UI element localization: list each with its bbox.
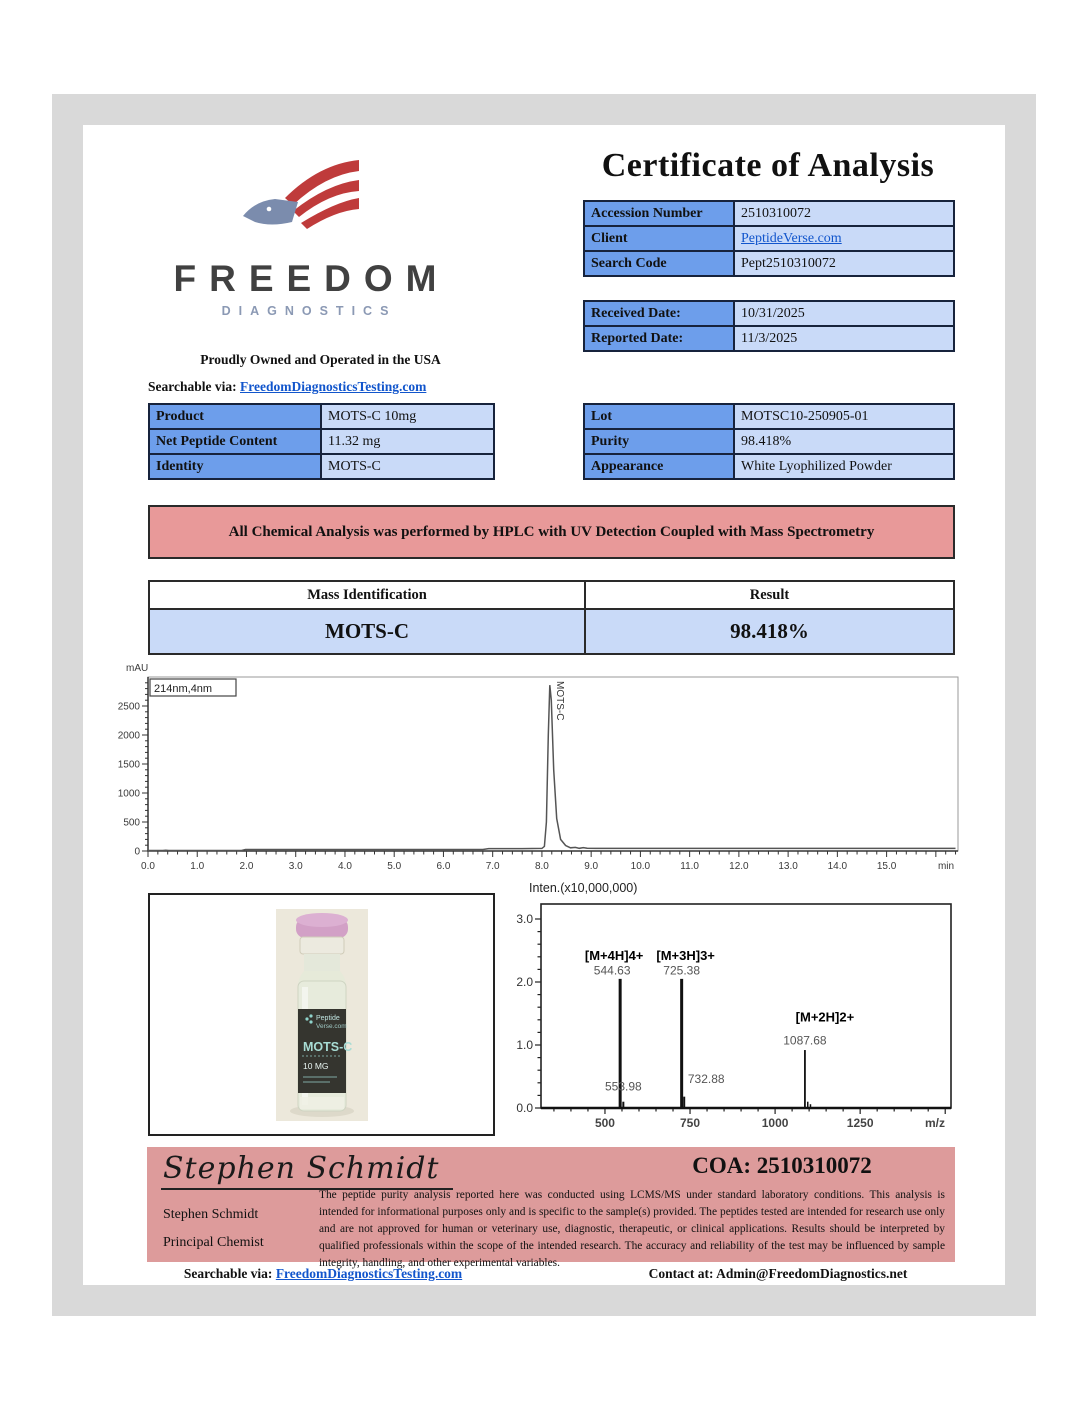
chemist-title: Principal Chemist <box>163 1235 264 1250</box>
row-label: Identity <box>149 454 321 479</box>
vial-photo <box>276 909 368 1121</box>
row-value: 2510310072 <box>734 201 954 226</box>
searchable-line <box>148 379 426 395</box>
table-row <box>149 581 954 609</box>
row-value: Pept2510310072 <box>734 251 954 276</box>
x-axis-unit: min <box>937 861 955 872</box>
peak-mz-label: 553.98 <box>604 1079 642 1094</box>
y-tick-label: 500 <box>123 817 140 829</box>
table-row <box>584 429 954 454</box>
row-value: 11.32 mg <box>321 429 494 454</box>
disclaimer-text: The peptide purity analysis reported here was conducted using LCMS/MS under standard laboratory conditions. This analysis is intended for informational purposes only and is specific to the sample(s) provided. The peptides tested are intended for research use only and are not approved for human or veterinary use, diagnostic, therapeutic, or clinical applications. Results should be interpreted by qualified professionals within the scope of the intended research. The accuracy and reliability of the test may be influenced by sample integrity, handling, and other experimental variables. <box>319 1189 945 1270</box>
signature-script: Stephen Schmidt <box>161 1151 453 1190</box>
x-tick-label: 1.0 <box>190 861 205 872</box>
y-tick-label: 2000 <box>117 730 140 742</box>
searchable-label: Searchable via: <box>148 379 237 394</box>
mass-id-value: MOTS-C <box>149 609 585 654</box>
result-value: 98.418% <box>585 609 954 654</box>
table-row <box>149 429 494 454</box>
peak-mz-label: 732.88 <box>687 1071 725 1086</box>
row-value: 11/3/2025 <box>734 326 954 351</box>
x-tick-label: 15.0 <box>876 861 897 872</box>
row-label: Net Peptide Content <box>149 429 321 454</box>
client-link[interactable]: PeptideVerse.com <box>741 230 842 246</box>
mass-identification-table <box>148 580 955 655</box>
x-tick-label: 0.0 <box>141 861 155 872</box>
x-tick-label: 7.0 <box>485 861 500 872</box>
table-row <box>584 454 954 479</box>
table-row <box>149 454 494 479</box>
x-tick-label: 6.0 <box>436 861 451 872</box>
detector-label: 214nm,4nm <box>154 683 213 695</box>
signature-block <box>147 1147 955 1270</box>
y-tick-label: 3.0 <box>516 912 533 926</box>
y-tick-label: 2.0 <box>516 975 533 989</box>
vial-brand-line2: Verse.com <box>315 1022 347 1030</box>
ion-charge-label: [M+3H]3+ <box>656 947 715 963</box>
accession-table <box>583 200 955 277</box>
column-header: Result <box>585 581 954 609</box>
peak-label: MOTS-C <box>553 681 565 721</box>
x-tick-label: 4.0 <box>338 861 352 872</box>
row-value: 10/31/2025 <box>734 301 954 326</box>
column-header: Mass Identification <box>149 581 585 609</box>
lot-table <box>583 403 955 480</box>
row-label: Received Date: <box>584 301 734 326</box>
searchable-link[interactable]: FreedomDiagnosticsTesting.com <box>240 379 427 394</box>
ion-charge-label: [M+4H]4+ <box>584 947 644 963</box>
freedom-eagle-logo-icon <box>241 158 361 254</box>
vial-photo-frame <box>148 893 495 1136</box>
footer-searchable-link[interactable]: FreedomDiagnosticsTesting.com <box>275 1266 463 1281</box>
table-row <box>584 404 954 429</box>
coa-number: COA: 2510310072 <box>692 1153 872 1178</box>
footer-contact: Contact at: Admin@FreedomDiagnostics.net <box>648 1266 908 1281</box>
row-value: White Lyophilized Powder <box>734 454 954 479</box>
peak-mz-label: 1087.68 <box>783 1033 827 1048</box>
peak-mz-label: 544.63 <box>593 963 631 978</box>
vial-product-name: MOTS-C <box>302 1039 352 1054</box>
row-value: MOTSC10-250905-01 <box>734 404 954 429</box>
y-tick-label: 1.0 <box>516 1038 533 1052</box>
table-row <box>584 226 954 251</box>
footer-searchable-label: Searchable via: <box>183 1266 273 1281</box>
tagline: Proudly Owned and Operated in the USA <box>200 352 441 367</box>
row-label: Lot <box>584 404 734 429</box>
mass-spectrum <box>513 878 963 1140</box>
row-label: Purity <box>584 429 734 454</box>
x-tick-label: 9.0 <box>584 861 599 872</box>
row-value: MOTS-C <box>321 454 494 479</box>
x-tick-label: 12.0 <box>729 861 749 872</box>
hplc-chromatogram <box>108 661 963 879</box>
product-table <box>148 403 495 480</box>
logo-subtitle: DIAGNOSTICS <box>221 304 397 318</box>
x-tick-label: 13.0 <box>778 861 798 872</box>
ion-charge-label: [M+2H]2+ <box>795 1009 855 1025</box>
row-value: 98.418% <box>734 429 954 454</box>
page-title: Certificate of Analysis <box>601 147 935 184</box>
vial-dose: 10 MG <box>302 1060 329 1071</box>
table-row <box>149 404 494 429</box>
table-row <box>584 326 954 351</box>
row-value: MOTS-C 10mg <box>321 404 494 429</box>
x-tick-label: 14.0 <box>827 861 848 872</box>
x-axis-unit: m/z <box>924 1116 945 1130</box>
y-tick-label: 0 <box>134 846 140 858</box>
x-tick-label: 500 <box>594 1116 615 1130</box>
table-row <box>584 201 954 226</box>
row-label: Accession Number <box>584 201 734 226</box>
x-tick-label: 10.0 <box>630 861 651 872</box>
row-label: Appearance <box>584 454 734 479</box>
x-tick-label: 750 <box>680 1116 701 1130</box>
row-label: Client <box>584 226 734 251</box>
method-banner: All Chemical Analysis was performed by HPLC with UV Detection Coupled with Mass Spectrometry <box>148 505 955 559</box>
dates-table <box>583 300 955 352</box>
y-tick-label: 1000 <box>117 788 140 800</box>
peak-mz-label: 725.38 <box>663 963 701 978</box>
y-tick-label: 2500 <box>117 701 140 713</box>
logo-wordmark: FREEDOM <box>173 258 450 299</box>
vial-brand-line1: Peptide <box>315 1014 340 1022</box>
table-row <box>149 609 954 654</box>
row-label: Reported Date: <box>584 326 734 351</box>
x-tick-label: 11.0 <box>680 861 700 872</box>
intensity-title: Inten.(x10,000,000) <box>529 881 638 895</box>
chemist-name: Stephen Schmidt <box>163 1207 259 1222</box>
table-row <box>584 251 954 276</box>
row-value <box>734 226 954 251</box>
page-frame <box>52 94 1036 1316</box>
x-tick-label: 1000 <box>761 1116 789 1130</box>
row-label: Product <box>149 404 321 429</box>
certificate-page <box>83 125 1005 1285</box>
y-tick-label: 0.0 <box>516 1101 533 1115</box>
footer-searchable <box>143 1266 503 1282</box>
table-row <box>584 301 954 326</box>
y-axis-unit: mAU <box>126 663 149 674</box>
x-tick-label: 2.0 <box>239 861 254 872</box>
y-tick-label: 1500 <box>117 759 140 771</box>
row-label: Search Code <box>584 251 734 276</box>
x-tick-label: 5.0 <box>387 861 402 872</box>
x-tick-label: 1250 <box>846 1116 874 1130</box>
x-tick-label: 8.0 <box>534 861 549 872</box>
x-tick-label: 3.0 <box>288 861 303 872</box>
